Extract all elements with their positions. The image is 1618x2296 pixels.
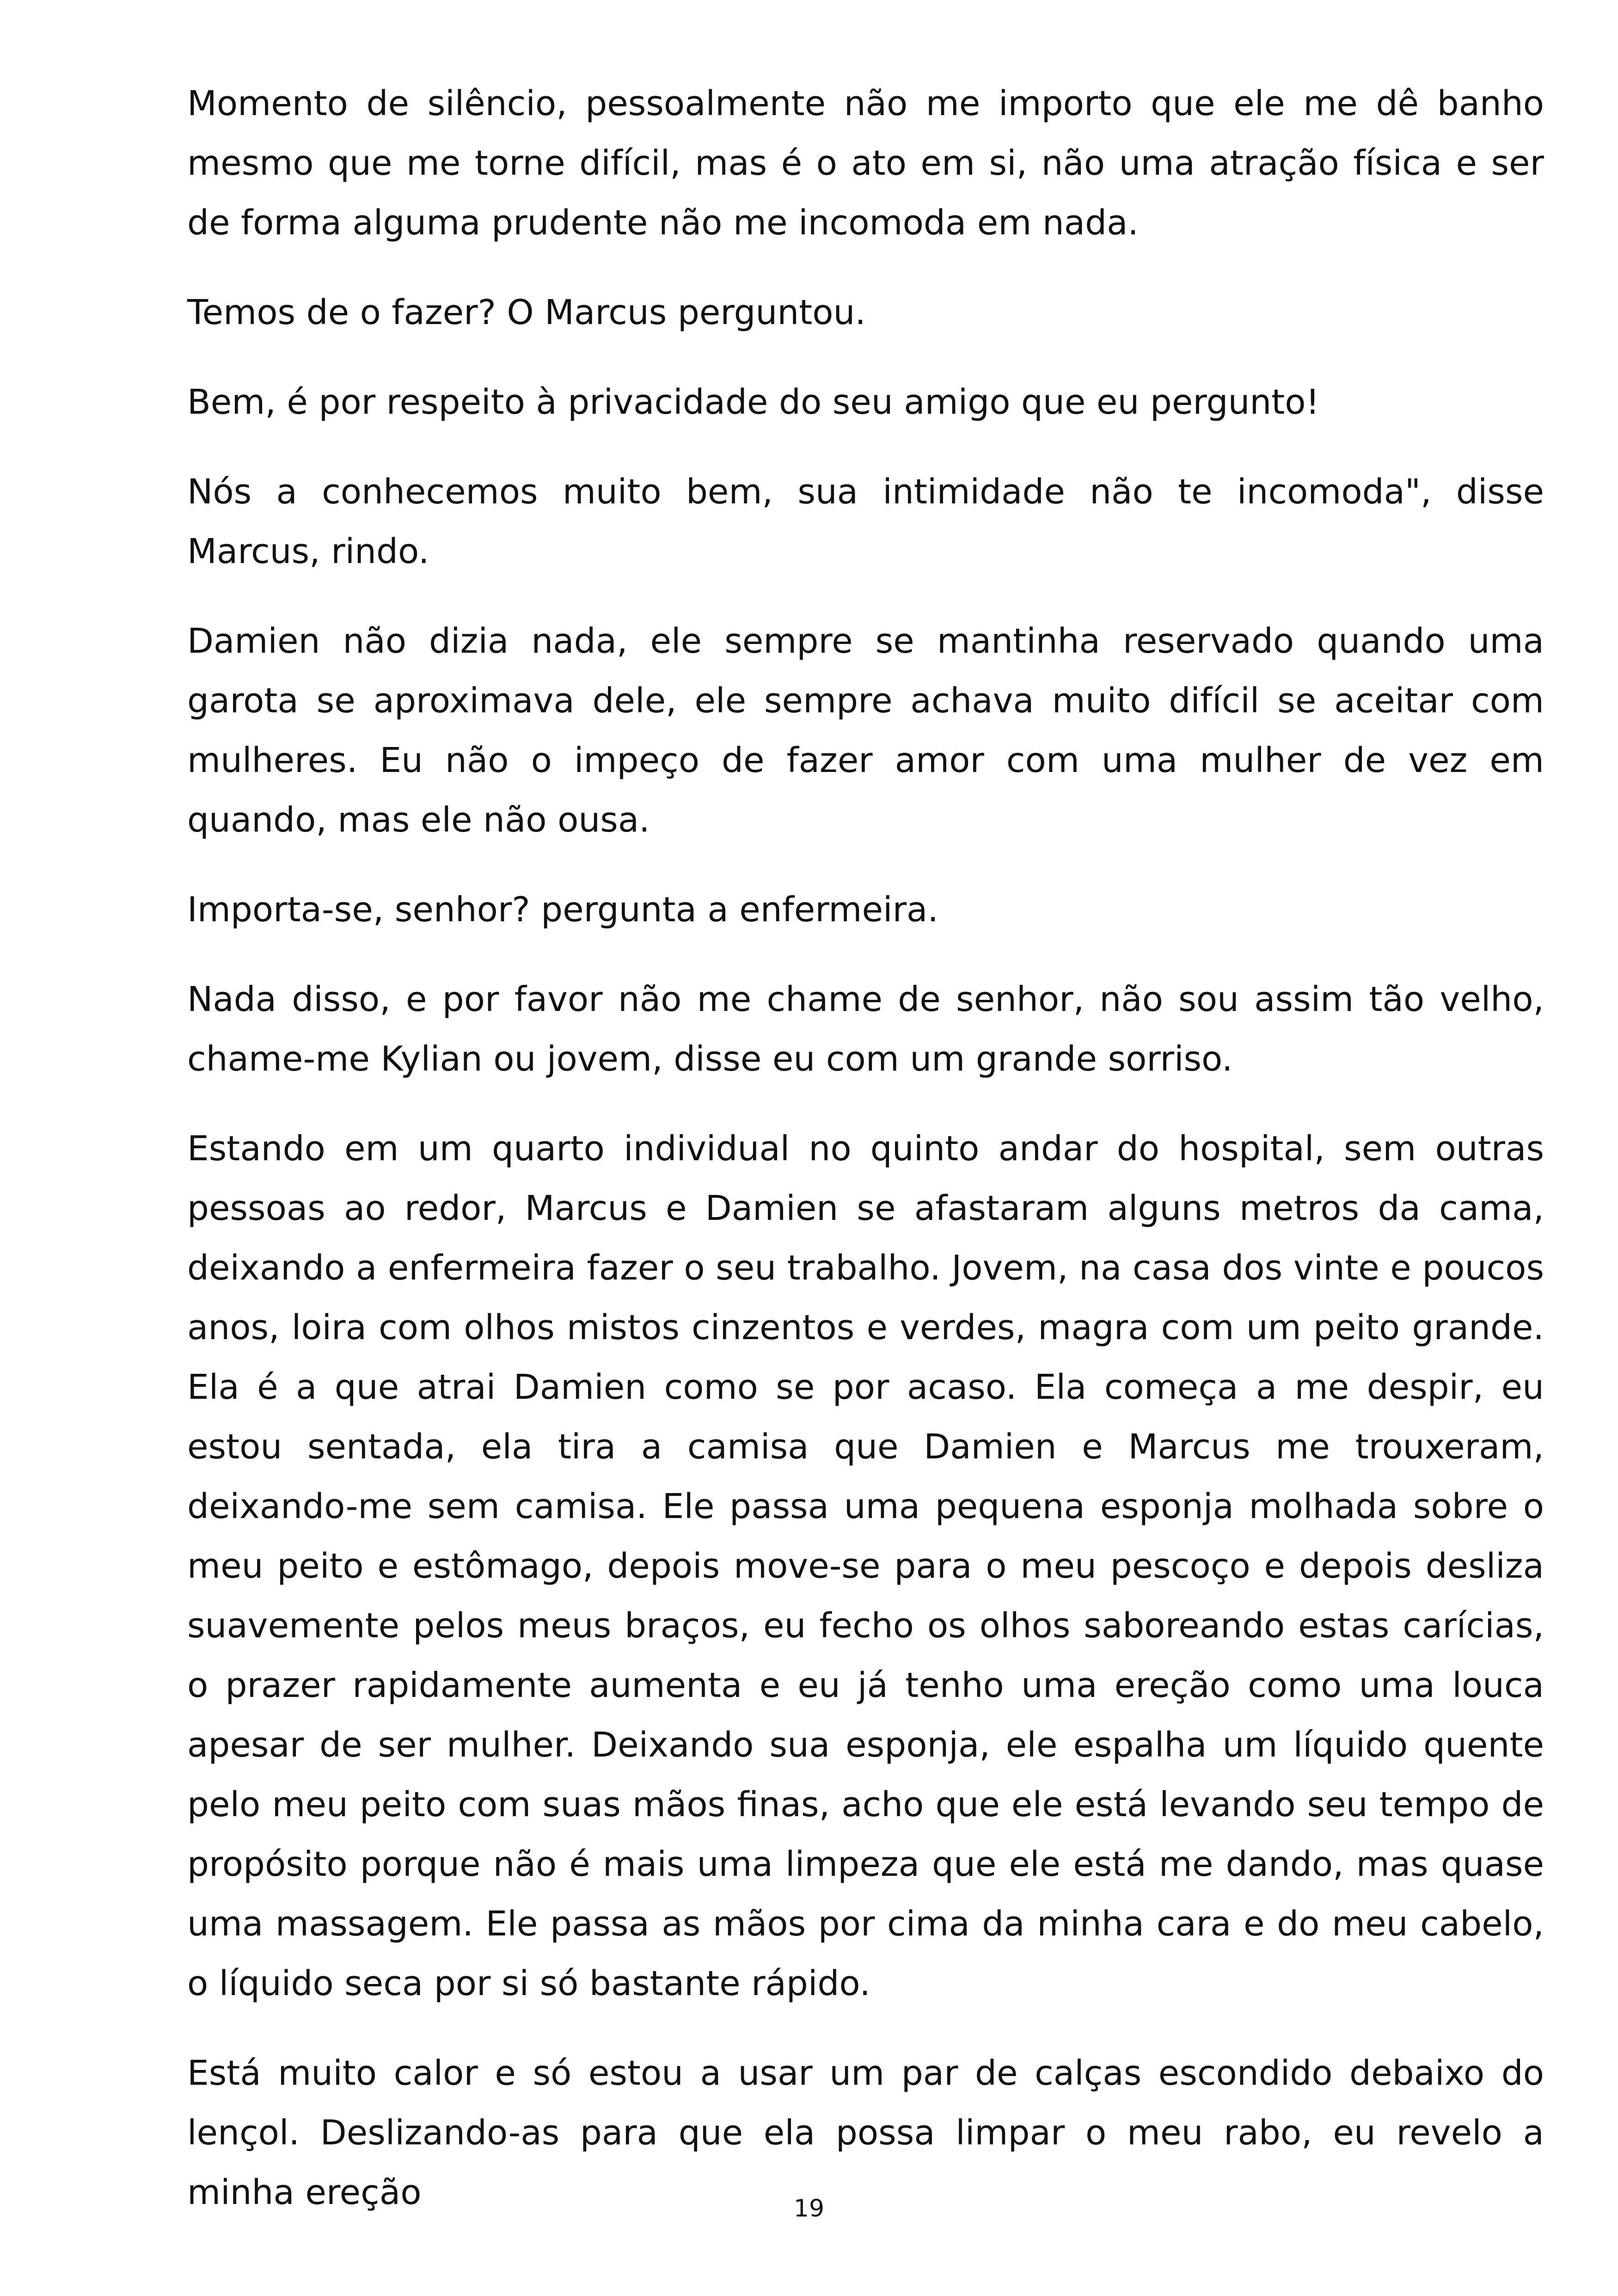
paragraph: Importa-se, senhor? pergunta a enfermeira. [187,890,938,930]
paragraph: Temos de o fazer? O Marcus perguntou. [187,293,866,332]
body-text [187,74,1544,2253]
paragraph: Nada disso, e por favor não me chame de senhor, não sou assim tão velho, chame-me Kylian ou jovem, disse eu com um grande sorriso. [187,980,1544,1079]
paragraph: Estando em um quarto individual no quinto andar do hospital, sem outras pessoas ao redor, Marcus e Damien se afastaram alguns metros da cama, deixando a enfermeira fazer o seu trabalho. Jovem, na casa dos vinte e poucos anos, loira com olhos mistos cinzentos e verdes, magra com um peito grande. Ela é a que atrai Damien como se por acaso. Ela começa a me despir, eu estou sentada, ela tira a camisa que Damien e Marcus me trouxeram, deixando-me sem camisa. Ele passa uma pequena esponja molhada sobre o meu peito e estômago, depois move-se para o meu pescoço e depois desliza suavemente pelos meus braços, eu fecho os olhos saboreando estas carícias, o prazer rapidamente aumenta e eu já tenho uma ereção como uma louca apesar de ser mulher. Deixando sua esponja, ele espalha um líquido quente pelo meu peito com suas mãos finas, acho que ele está levando seu tempo de propósito porque não é mais uma limpeza que ele está me dando, mas quase uma massagem. Ele passa as mãos por cima da minha cara e do meu cabelo, o líquido seca por si só bastante rápido. [187,1129,1544,2003]
paragraph: Momento de silêncio, pessoalmente não me importo que ele me dê banho mesmo que me torne difícil, mas é o ato em si, não uma atração física e ser de forma alguma prudente não me incomoda em nada. [187,84,1544,243]
paragraph: Damien não dizia nada, ele sempre se mantinha reservado quando uma garota se aproximava dele, ele sempre achava muito difícil se aceitar com mulheres. Eu não o impeço de fazer amor com uma mulher de vez em quando, mas ele não ousa. [187,621,1544,840]
paragraph: Nós a conhecemos muito bem, sua intimidade não te incomoda", disse Marcus, rindo. [187,472,1544,571]
paragraph: Está muito calor e só estou a usar um par de calças escondido debaixo do lençol. Deslizando-as para que ela possa limpar o meu rabo, eu revelo a minha ereção [187,2053,1544,2212]
page-number: 19 [793,2195,825,2223]
paragraph: Bem, é por respeito à privacidade do seu amigo que eu pergunto! [187,382,1320,422]
